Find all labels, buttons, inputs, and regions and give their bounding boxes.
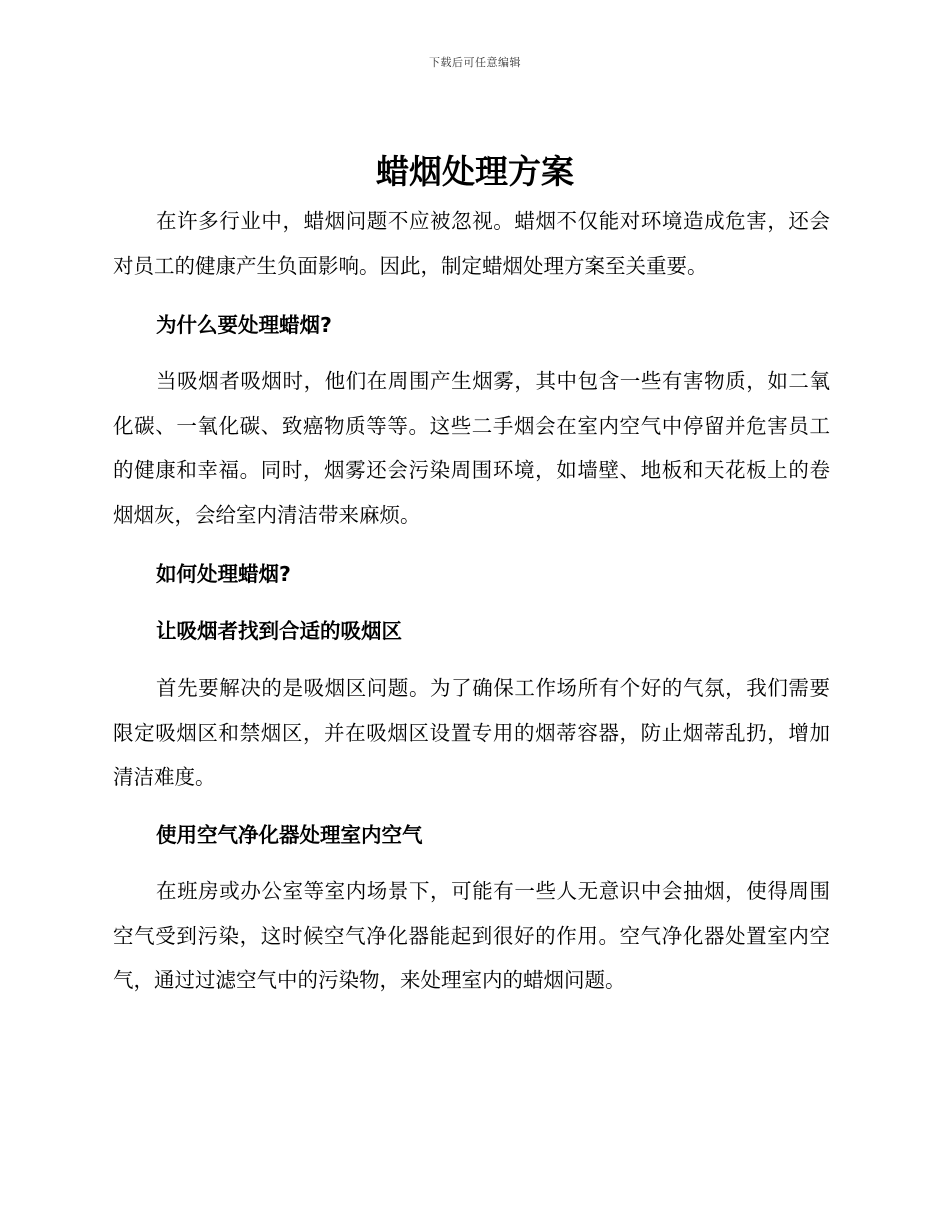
section-paragraph-smoking-area: 首先要解决的是吸烟区问题。为了确保工作场所有个好的气氛，我们需要限定吸烟区和禁烟区，并在吸烟区设置专用的烟蒂容器，防止烟蒂乱扔，增加清洁难度。: [113, 676, 830, 789]
intro-section: [113, 199, 830, 288]
section-air-purifier-body: [113, 869, 830, 1003]
section-how: [113, 559, 830, 589]
section-smoking-area: [113, 616, 830, 646]
section-air-purifier: [113, 820, 830, 850]
section-heading-smoking-area: 让吸烟者找到合适的吸烟区: [156, 619, 402, 643]
section-heading-why: 为什么要处理蜡烟?: [156, 313, 332, 337]
section-heading-how: 如何处理蜡烟?: [156, 562, 291, 586]
section-heading-air-purifier: 使用空气净化器处理室内空气: [156, 823, 423, 847]
intro-paragraph: 在许多行业中，蜡烟问题不应被忽视。蜡烟不仅能对环境造成危害，还会对员工的健康产生负面影响。因此，制定蜡烟处理方案至关重要。: [113, 209, 830, 278]
header-note: 下载后可任意编辑: [429, 56, 521, 69]
section-paragraph-why: 当吸烟者吸烟时，他们在周围产生烟雾，其中包含一些有害物质，如二氧化碳、一氧化碳、致癌物质等等。这些二手烟会在室内空气中停留并危害员工的健康和幸福。同时，烟雾还会污染周围环境，如墙壁、地板和天花板上的卷烟烟灰，会给室内清洁带来麻烦。: [113, 369, 830, 527]
section-smoking-area-body: [113, 666, 830, 800]
section-why-body: [113, 359, 830, 537]
document-title: 蜡烟处理方案: [376, 152, 574, 191]
section-paragraph-air-purifier: 在班房或办公室等室内场景下，可能有一些人无意识中会抽烟，使得周围空气受到污染，这时候空气净化器能起到很好的作用。空气净化器处置室内空气，通过过滤空气中的污染物，来处理室内的蜡烟问题。: [113, 879, 830, 992]
section-why: [113, 310, 830, 340]
